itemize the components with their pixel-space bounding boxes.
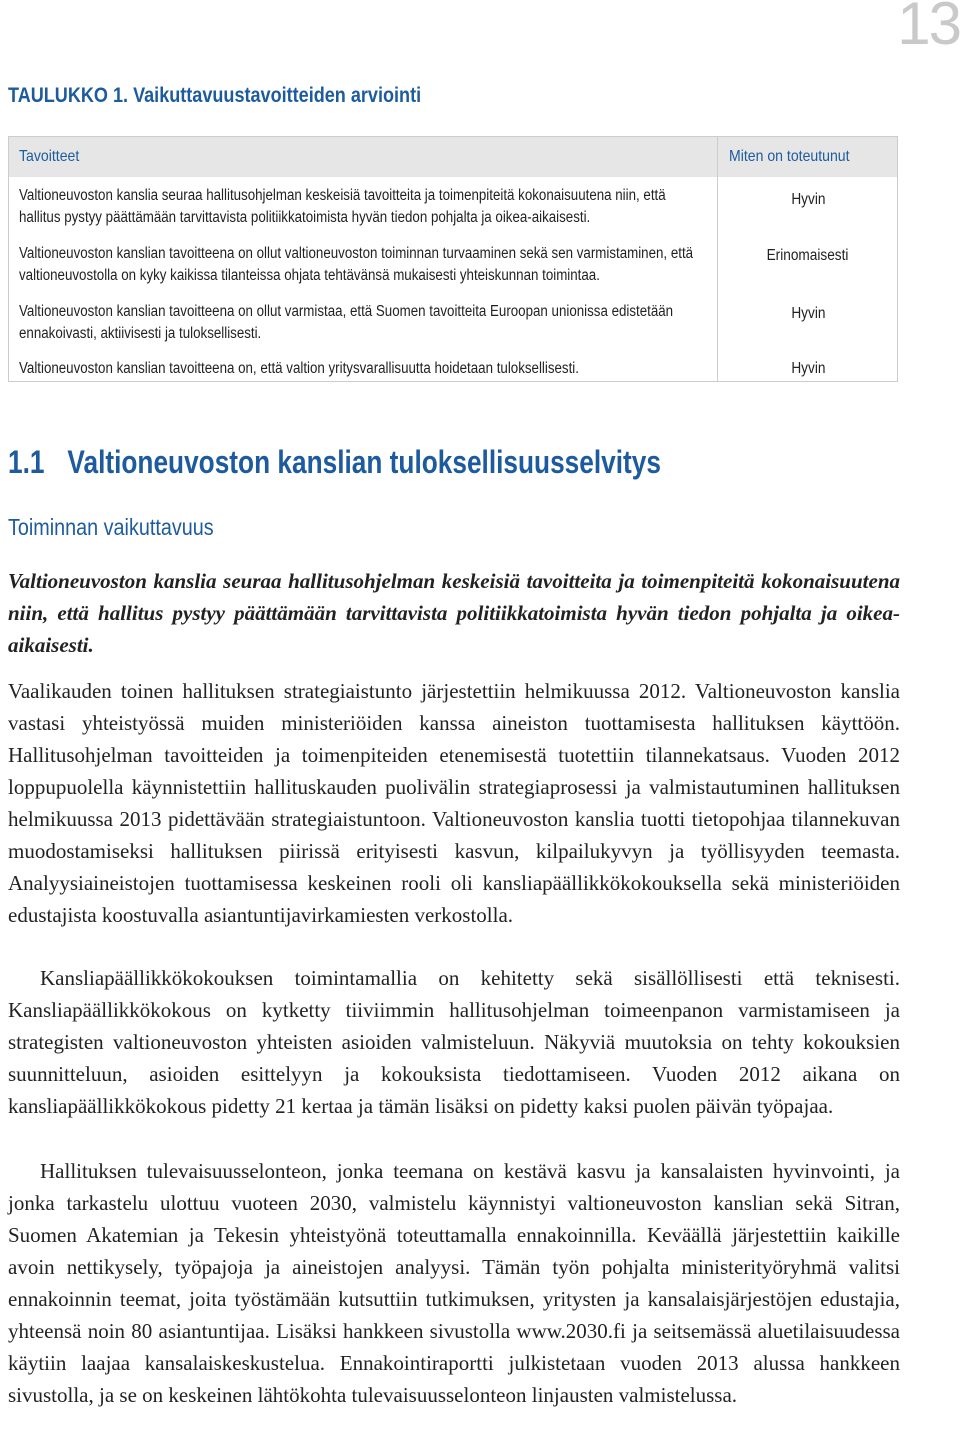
section-title: Valtioneuvoston kanslian tuloksellisuusselvitys	[67, 444, 661, 480]
table-row-goal: Valtioneuvoston kanslian tavoitteena on ollut valtioneuvoston toiminnan turvaaminen sekä sen varmistaminen, että valtioneuvostolla on kyky kaikissa tilanteissa ohjata tehtävänsä mukaisesti yhteiskunnan toimintaa.	[19, 245, 694, 284]
table-row-goal: Valtioneuvoston kanslia seuraa hallitusohjelman keskeisiä tavoitteita ja toimenpiteitä kokonaisuutena niin, että hallitus pystyy päättämään tarvittavista politiikkatoimista hyvän tiedon pohjalta ja oikea-aikaisesti.	[19, 187, 666, 226]
body-paragraph-3: Hallituksen tulevaisuusselonteon, jonka teemana on kestävä kasvu ja kansalaisten hyvinvointi, ja jonka tarkastelu ulottuu vuoteen 2030, valmistelu käynnistyi valtioneuvoston kanslian sekä Sitran, Suomen Akatemian ja Tekesin yhteistyönä toteuttamalla ennakoinnilla. Keväällä järjestettiin kaikille avoin nettikysely, työpajoja ja aineistojen analyysi. Tämän työn pohjalta ministerityöryhmä valitsi ennakoinnin teemat, joita työstämään kutsuttiin tutkimuksen, yritysten ja kansalaisjärjestöjen edustajia, yhteensä noin 80 asiantuntijaa. Lisäksi hankkeen sivustolla www.2030.fi ja seitsemässä aluetilaisuudessa käytiin laajaa kansalaiskeskustelua. Ennakointiraportti julkistetaan vuoden 2013 alussa hankkeen sivustolla, ja se on keskeinen lähtökohta tulevaisuusselonteon linjausten valmistelussa.	[8, 1159, 900, 1407]
table-row-goal: Valtioneuvoston kanslian tavoitteena on, että valtion yritysvarallisuutta hoidetaan tuloksellisesti.	[19, 360, 579, 377]
header-goals: Tavoitteet	[19, 148, 80, 165]
table-row-outcome: Hyvin	[790, 360, 826, 377]
header-outcome: Miten on toteutunut	[729, 148, 850, 165]
section-number: 1.1	[8, 444, 45, 480]
body-paragraph-2: Kansliapäällikkökokouksen toimintamallia on kehitetty sekä sisällöllisesti että teknisesti. Kansliapäällikkökokous on kytketty tiiviimmin hallitusohjelman toimeenpanon varmistamiseen ja strategisten valtioneuvoston yhteisten asioiden valmisteluun. Näkyviä muutoksia on tehty kokouksien suunnitteluun, asioiden esittelyyn ja kokouksista tiedottamiseen. Vuoden 2012 aikana on kansliapäällikkökokous pidetty 21 kertaa ja tämän lisäksi on pidetty kaksi puolen päivän työpajaa.	[8, 966, 900, 1118]
table-row-outcome: Erinomaisesti	[767, 247, 849, 264]
section-heading	[8, 444, 661, 481]
page-number: 13	[897, 0, 960, 57]
section-subtitle: Toiminnan vaikuttavuus	[8, 514, 214, 540]
lead-paragraph: Valtioneuvoston kanslia seuraa hallitusohjelman keskeisiä tavoitteita ja toimenpiteitä kokonaisuutena niin, että hallitus pystyy päättämään tarvittavista politiikkatoimista hyvän tiedon pohjalta ja oikea-aikaisesti.	[8, 569, 900, 657]
evaluation-table	[8, 136, 898, 382]
body-paragraph-1: Vaalikauden toinen hallituksen strategiaistunto järjestettiin helmikuussa 2012. Valtioneuvoston kanslia vastasi yhteistyössä muiden ministeriöiden kanssa aineiston tuottamisesta hallituksen käyttöön. Hallitusohjelman tavoitteiden ja toimenpiteiden etenemisestä tuotettiin tilannekatsaus. Vuoden 2012 loppupuolella käynnistettiin hallituskauden puolivälin strategiaprosessi ja valmistautuminen hallituksen helmikuussa 2013 pidettävään strategiaistuntoon. Valtioneuvoston kanslia tuotti tietopohjaa tilannekuvan muodostamiseksi hallituksen piirissä erityisesti kasvun, kilpailukyvyn ja työllisyyden teemasta. Analyysiaineistojen tuottamisessa keskeinen rooli oli kansliapäällikkökokouksella sekä ministeriöiden edustajista koostuvalla asiantuntijavirkamiesten verkostolla.	[8, 679, 900, 927]
table-row-outcome: Hyvin	[790, 305, 826, 322]
table-row-goal: Valtioneuvoston kanslian tavoitteena on ollut varmistaa, että Suomen tavoitteita Euroopan unionissa edistetään ennakoivasti, aktiivisesti ja tuloksellisesti.	[19, 303, 674, 342]
table-caption: TAULUKKO 1. Vaikuttavuustavoitteiden arviointi	[8, 84, 422, 107]
table-row-outcome: Hyvin	[790, 191, 826, 208]
